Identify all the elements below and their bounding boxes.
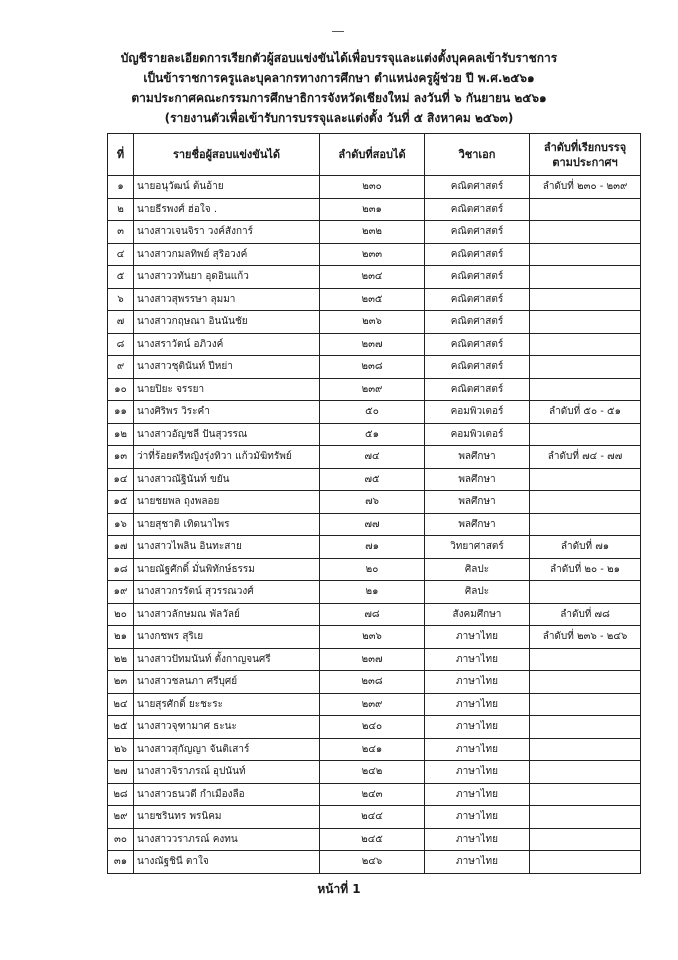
cell-rank: ๒๔๓	[320, 783, 425, 806]
cell-name: นางสาวธนวดี กำเมืองลือ	[134, 783, 320, 806]
cell-major: สังคมศึกษา	[425, 603, 530, 626]
cell-no: ๑๘	[108, 558, 134, 581]
cell-no: ๖	[108, 288, 134, 311]
cell-major: ภาษาไทย	[425, 806, 530, 829]
cell-no: ๒๒	[108, 648, 134, 671]
cell-name: นางสาวกรรัตน์ สุวรรณวงศ์	[134, 581, 320, 604]
table-row	[108, 783, 641, 806]
cell-major: พลศึกษา	[425, 446, 530, 469]
cell-call-order	[530, 378, 641, 401]
cell-major: ภาษาไทย	[425, 626, 530, 649]
cell-no: ๓๐	[108, 828, 134, 851]
table-row	[108, 693, 641, 716]
column-header-no: ที่	[108, 134, 134, 176]
column-header-major: วิชาเอก	[425, 134, 530, 176]
cell-major: ภาษาไทย	[425, 648, 530, 671]
cell-call-order	[530, 243, 641, 266]
cell-rank: ๒๓๓	[320, 243, 425, 266]
cell-rank: ๒๓๘	[320, 356, 425, 379]
header-title: บัญชีรายละเอียดการเรียกตัวผู้สอบแข่งขันได้เพื่อบรรจุและแต่งตั้งบุคคลเข้ารับราชการ	[120, 51, 558, 65]
cell-rank: ๒๓๖	[320, 311, 425, 334]
table-row	[108, 828, 641, 851]
cell-name: นายชยพล ถุงพลอย	[134, 491, 320, 514]
cell-major: วิทยาศาสตร์	[425, 536, 530, 559]
cell-name: นางสาวกฤษณา อินนันชัย	[134, 311, 320, 334]
cell-major: คณิตศาสตร์	[425, 243, 530, 266]
table-row	[108, 311, 641, 334]
document-header	[0, 48, 678, 128]
cell-no: ๙	[108, 356, 134, 379]
cell-name: นายณัฐศักดิ์ มั่นพิทักษ์ธรรม	[134, 558, 320, 581]
cell-name: นางสาวปัทมนันท์ ตั้งกาญจนศรี	[134, 648, 320, 671]
cell-major: คณิตศาสตร์	[425, 221, 530, 244]
cell-major: ภาษาไทย	[425, 828, 530, 851]
cell-no: ๒๗	[108, 761, 134, 784]
table-row	[108, 221, 641, 244]
cell-call-order	[530, 671, 641, 694]
cell-name: นายสุรศักดิ์ ยะชะระ	[134, 693, 320, 716]
cell-rank: ๒๓๙	[320, 378, 425, 401]
table-row	[108, 401, 641, 424]
cell-no: ๒๐	[108, 603, 134, 626]
cell-rank: ๒๓๘	[320, 671, 425, 694]
cell-rank: ๗๕	[320, 468, 425, 491]
cell-name: นางณัฐชินี ตาใจ	[134, 851, 320, 874]
cell-name: นางสาวณัฐินันท์ ขยัน	[134, 468, 320, 491]
table-row	[108, 626, 641, 649]
cell-name: นางสาวลักษมณ พัลวัลย์	[134, 603, 320, 626]
cell-call-order: ลำดับที่ ๗๑	[530, 536, 641, 559]
cell-name: นางสาวอัญชลี ปันสุวรรณ	[134, 423, 320, 446]
header-report-date: (รายงานตัวเพื่อเข้ารับการบรรจุและแต่งตั้ง วันที่ ๕ สิงหาคม ๒๕๖๓)	[164, 111, 514, 125]
cell-major: คอมพิวเตอร์	[425, 401, 530, 424]
cell-name: นางสาววราภรณ์ คงทน	[134, 828, 320, 851]
table-row	[108, 851, 641, 874]
cell-call-order	[530, 783, 641, 806]
cell-major: คณิตศาสตร์	[425, 356, 530, 379]
table-row	[108, 716, 641, 739]
cell-name: นางสาววทันยา อุดอินแก้ว	[134, 266, 320, 289]
cell-call-order: ลำดับที่ ๕๐ - ๕๑	[530, 401, 641, 424]
cell-call-order	[530, 288, 641, 311]
cell-major: คณิตศาสตร์	[425, 333, 530, 356]
table-row	[108, 558, 641, 581]
cell-call-order	[530, 423, 641, 446]
table-row	[108, 648, 641, 671]
cell-rank: ๗๔	[320, 446, 425, 469]
cell-no: ๑๖	[108, 513, 134, 536]
cell-rank: ๒๔๒	[320, 761, 425, 784]
cell-no: ๒๓	[108, 671, 134, 694]
cell-major: คณิตศาสตร์	[425, 198, 530, 221]
cell-name: นางสาวสุพรรษา ลุมมา	[134, 288, 320, 311]
candidates-table	[107, 133, 641, 874]
table-row	[108, 356, 641, 379]
cell-call-order	[530, 198, 641, 221]
cell-major: พลศึกษา	[425, 491, 530, 514]
cell-no: ๒	[108, 198, 134, 221]
header-announcement: ตามประกาศคณะกรรมการศึกษาธิการจังหวัดเชียงใหม่ ลงวันที่ ๖ กันยายน ๒๕๖๑	[131, 91, 547, 105]
cell-no: ๘	[108, 333, 134, 356]
cell-no: ๑๐	[108, 378, 134, 401]
cell-major: ภาษาไทย	[425, 693, 530, 716]
cell-name: นายสุชาติ เทิดนาไพร	[134, 513, 320, 536]
table-row	[108, 378, 641, 401]
cell-call-order: ลำดับที่ ๗๔ - ๗๗	[530, 446, 641, 469]
cell-name: นายชรินทร พรนิคม	[134, 806, 320, 829]
page-number: หน้าที่ 1	[317, 882, 361, 896]
table-row	[108, 513, 641, 536]
cell-call-order	[530, 513, 641, 536]
cell-no: ๒๕	[108, 716, 134, 739]
cell-rank: ๒๓๕	[320, 288, 425, 311]
cell-no: ๑๔	[108, 468, 134, 491]
cell-no: ๑๕	[108, 491, 134, 514]
cell-name: นางสราวัตน์ อภิวงค์	[134, 333, 320, 356]
table-row	[108, 468, 641, 491]
cell-name: นางกชพร สุริเย	[134, 626, 320, 649]
cell-no: ๓	[108, 221, 134, 244]
cell-name: นางสาวชลนภา ศรีบุศย์	[134, 671, 320, 694]
cell-major: ภาษาไทย	[425, 783, 530, 806]
cell-call-order: ลำดับที่ ๗๘	[530, 603, 641, 626]
cell-rank: ๒๓๖	[320, 626, 425, 649]
cell-no: ๕	[108, 266, 134, 289]
cell-no: ๒๑	[108, 626, 134, 649]
cell-call-order	[530, 828, 641, 851]
cell-no: ๒๔	[108, 693, 134, 716]
cell-major: คณิตศาสตร์	[425, 311, 530, 334]
cell-rank: ๒๓๔	[320, 266, 425, 289]
cell-name: นางสาวไพลิน อินทะสาย	[134, 536, 320, 559]
cell-no: ๗	[108, 311, 134, 334]
cell-major: คณิตศาสตร์	[425, 378, 530, 401]
table-row	[108, 671, 641, 694]
table-row	[108, 738, 641, 761]
cell-no: ๑๒	[108, 423, 134, 446]
cell-call-order	[530, 851, 641, 874]
cell-name: นายธีรพงศ์ ฮ่อใจ .	[134, 198, 320, 221]
cell-rank: ๒๓๗	[320, 333, 425, 356]
cell-rank: ๒๔๑	[320, 738, 425, 761]
cell-major: พลศึกษา	[425, 468, 530, 491]
cell-major: ภาษาไทย	[425, 761, 530, 784]
table-row	[108, 333, 641, 356]
table-row	[108, 806, 641, 829]
column-header-call-order: ลำดับที่เรียกบรรจุ ตามประกาศฯ	[530, 134, 641, 176]
table-row	[108, 243, 641, 266]
cell-call-order	[530, 806, 641, 829]
cell-call-order: ลำดับที่ ๒๓๖ - ๒๔๖	[530, 626, 641, 649]
cell-call-order	[530, 581, 641, 604]
cell-no: ๔	[108, 243, 134, 266]
table-row	[108, 761, 641, 784]
cell-name: นางสาวจิราภรณ์ อุปนันท์	[134, 761, 320, 784]
cell-rank: ๒๓๑	[320, 198, 425, 221]
table-row	[108, 288, 641, 311]
cell-call-order	[530, 356, 641, 379]
top-dash-mark	[332, 31, 344, 32]
cell-call-order	[530, 761, 641, 784]
cell-call-order: ลำดับที่ ๒๓๐ - ๒๓๙	[530, 176, 641, 199]
cell-no: ๑	[108, 176, 134, 199]
cell-rank: ๗๗	[320, 513, 425, 536]
cell-name: ว่าที่ร้อยตรีหญิงรุ่งทิวา แก้วมัฆิทรัพย์	[134, 446, 320, 469]
cell-name: นางศิริพร วิระคำ	[134, 401, 320, 424]
cell-rank: ๒๓๒	[320, 221, 425, 244]
cell-rank: ๒๓๙	[320, 693, 425, 716]
cell-rank: ๒๔๐	[320, 716, 425, 739]
table-row	[108, 603, 641, 626]
table-row	[108, 491, 641, 514]
cell-call-order	[530, 311, 641, 334]
cell-call-order	[530, 468, 641, 491]
cell-major: พลศึกษา	[425, 513, 530, 536]
cell-name: นางสาวสุกัญญา จันติเสาร์	[134, 738, 320, 761]
cell-major: ภาษาไทย	[425, 738, 530, 761]
cell-name: นายปิยะ จรรยา	[134, 378, 320, 401]
cell-rank: ๒๔๕	[320, 828, 425, 851]
cell-rank: ๒๐	[320, 558, 425, 581]
cell-no: ๒๙	[108, 806, 134, 829]
cell-no: ๓๑	[108, 851, 134, 874]
table-row	[108, 423, 641, 446]
cell-name: นางสาวกมลทิพย์ สุริอวงค์	[134, 243, 320, 266]
cell-rank: ๗๑	[320, 536, 425, 559]
cell-no: ๒๖	[108, 738, 134, 761]
cell-rank: ๒๔๖	[320, 851, 425, 874]
cell-rank: ๗๖	[320, 491, 425, 514]
cell-name: นายอนุวัฒน์ ต้นอ้าย	[134, 176, 320, 199]
cell-major: ศิลปะ	[425, 558, 530, 581]
column-header-name: รายชื่อผู้สอบแข่งขันได้	[134, 134, 320, 176]
cell-call-order	[530, 266, 641, 289]
header-subtitle: เป็นข้าราชการครูและบุคลากรทางการศึกษา ตำแหน่งครูผู้ช่วย ปี พ.ศ.๒๕๖๑	[143, 71, 535, 85]
cell-call-order	[530, 738, 641, 761]
column-header-rank: ลำดับที่สอบได้	[320, 134, 425, 176]
cell-call-order	[530, 648, 641, 671]
table-row	[108, 446, 641, 469]
cell-no: ๑๗	[108, 536, 134, 559]
cell-rank: ๒๔๔	[320, 806, 425, 829]
cell-no: ๑๓	[108, 446, 134, 469]
cell-major: ภาษาไทย	[425, 671, 530, 694]
cell-call-order: ลำดับที่ ๒๐ - ๒๑	[530, 558, 641, 581]
cell-call-order	[530, 333, 641, 356]
table-header-row	[108, 134, 641, 176]
cell-rank: ๒๑	[320, 581, 425, 604]
cell-rank: ๕๑	[320, 423, 425, 446]
cell-call-order	[530, 491, 641, 514]
table-body	[108, 176, 641, 874]
table-row	[108, 266, 641, 289]
cell-major: คณิตศาสตร์	[425, 288, 530, 311]
cell-call-order	[530, 716, 641, 739]
cell-name: นางสาวจุฑามาศ ธะนะ	[134, 716, 320, 739]
cell-major: ภาษาไทย	[425, 716, 530, 739]
table-row	[108, 536, 641, 559]
cell-major: ศิลปะ	[425, 581, 530, 604]
cell-major: คณิตศาสตร์	[425, 176, 530, 199]
table-row	[108, 176, 641, 199]
cell-name: นางสาวชุตินันท์ ปีหย่า	[134, 356, 320, 379]
cell-rank: ๗๘	[320, 603, 425, 626]
cell-call-order	[530, 221, 641, 244]
cell-major: คณิตศาสตร์	[425, 266, 530, 289]
table-row	[108, 198, 641, 221]
cell-major: ภาษาไทย	[425, 851, 530, 874]
cell-major: คอมพิวเตอร์	[425, 423, 530, 446]
cell-name: นางสาวเจนจิรา วงค์สังการ์	[134, 221, 320, 244]
cell-rank: ๒๓๗	[320, 648, 425, 671]
cell-no: ๑๑	[108, 401, 134, 424]
cell-rank: ๕๐	[320, 401, 425, 424]
cell-call-order	[530, 693, 641, 716]
cell-no: ๒๘	[108, 783, 134, 806]
cell-rank: ๒๓๐	[320, 176, 425, 199]
table-row	[108, 581, 641, 604]
cell-no: ๑๙	[108, 581, 134, 604]
